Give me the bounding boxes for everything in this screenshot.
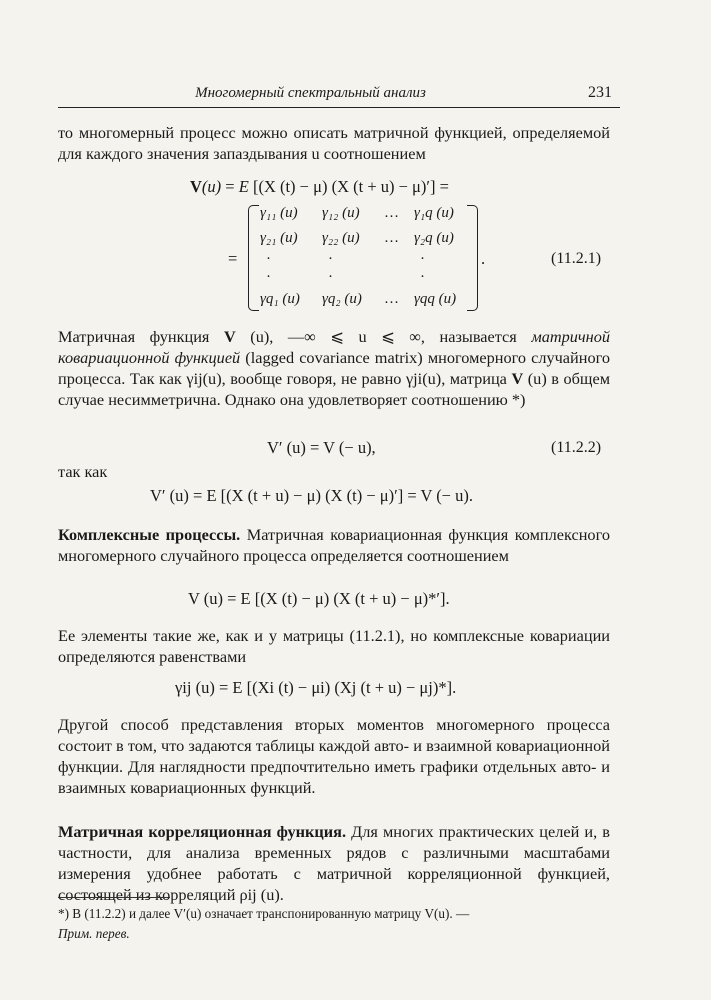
paragraph-since: так как [58, 462, 108, 481]
matrix-cell: γ₁₁ (u) [260, 205, 298, 221]
matrix-equals-sign: = [228, 249, 238, 268]
equation-number: (11.2.2) [551, 439, 602, 456]
matrix-cell: … [384, 205, 399, 221]
matrix-right-bracket [467, 205, 478, 311]
paragraph-intro: то многомерный процесс можно описать матричной функцией, определяемой для каждого значения запаздывания u соотношением [58, 123, 610, 163]
paragraph-complex-processes: Комплексные процессы. Матричная ковариационная функция комплексного многомерного случайного процесса определяется соотношением [58, 525, 610, 565]
matrix-dot: · [420, 251, 425, 267]
footnote-rule [58, 897, 170, 898]
paragraph-matrix-function: Матричная функция V (u), —∞ ⩽ u ⩽ ∞, называется матричной ковариационной функцией (lagged covariance matrix) многомерного случайного процесса. Так как γij(u), вообще говоря, не равно γji(u), матрица V (u) в общем случае несимметрична. Однако она удовлетворяет соотношению *) [58, 327, 611, 409]
matrix-period: . [481, 249, 486, 268]
covariance-matrix [248, 205, 478, 313]
paragraph-complex-elements: Ее элементы такие же, как и у матрицы (11.2.1), но комплексные ковариации определяются равенствами [58, 626, 610, 666]
equation-complex-covariance: V (u) = E [(X (t) − μ) (X (t + u) − μ)*′]. [188, 589, 450, 608]
matrix-cell: γ₁₂ (u) [322, 205, 360, 221]
matrix-dot: · [328, 269, 333, 285]
matrix-cell: γqq (u) [414, 291, 457, 307]
matrix-cell: γ₁q (u) [414, 205, 454, 221]
paragraph-correlation-function: Матричная корреляционная функция. Для многих практических целей и, в частности, для анализа временных рядов с различными масштабами измерения удобнее работать с матричной корреляционной функцией, состоящей из корреляций ρij (u). [58, 822, 610, 904]
running-header [58, 84, 620, 106]
header-rule [58, 107, 620, 108]
equation-transpose: V′ (u) = V (− u), [267, 438, 376, 457]
matrix-cell: … [384, 291, 399, 307]
footnote: *) В (11.2.2) и далее V′(u) означает транспонированную матрицу V(u). — Прим. перев. [58, 906, 470, 941]
running-title: Многомерный спектральный анализ [195, 85, 426, 101]
matrix-cell: γ₂₁ (u) [260, 230, 298, 246]
matrix-dot: · [420, 269, 425, 285]
paragraph-tables: Другой способ представления вторых моментов многомерного процесса состоит в том, что задаются таблицы каждой авто- и взаимной ковариационной функции. Для наглядности предпочтительно иметь графики отдельных авто- и взаимных ковариационных функций. [58, 715, 610, 797]
equation-number: (11.2.1) [551, 250, 602, 267]
equation-gamma-ij: γij (u) = E [(Xi (t) − μi) (Xj (t + u) − μj)*]. [175, 678, 457, 697]
matrix-cell: … [384, 230, 399, 246]
matrix-left-bracket [248, 205, 259, 311]
matrix-cell: γ₂q (u) [414, 230, 454, 246]
equation-v-definition: V(u) = E [(X (t) − μ) (X (t + u) − μ)′] = [190, 177, 449, 196]
matrix-cell: γq₁ (u) [260, 291, 300, 307]
page-number: 231 [588, 84, 612, 101]
matrix-cell: γ₂₂ (u) [322, 230, 360, 246]
matrix-cell: γq₂ (u) [322, 291, 362, 307]
matrix-dot: · [266, 251, 271, 267]
section-heading: Матричная корреляционная функция. [58, 822, 347, 841]
matrix-dot: · [266, 269, 271, 285]
matrix-dot: · [328, 251, 333, 267]
section-heading: Комплексные процессы. [58, 525, 241, 544]
equation-transpose-proof: V′ (u) = E [(X (t + u) − μ) (X (t) − μ)′] = V (− u). [150, 486, 473, 505]
